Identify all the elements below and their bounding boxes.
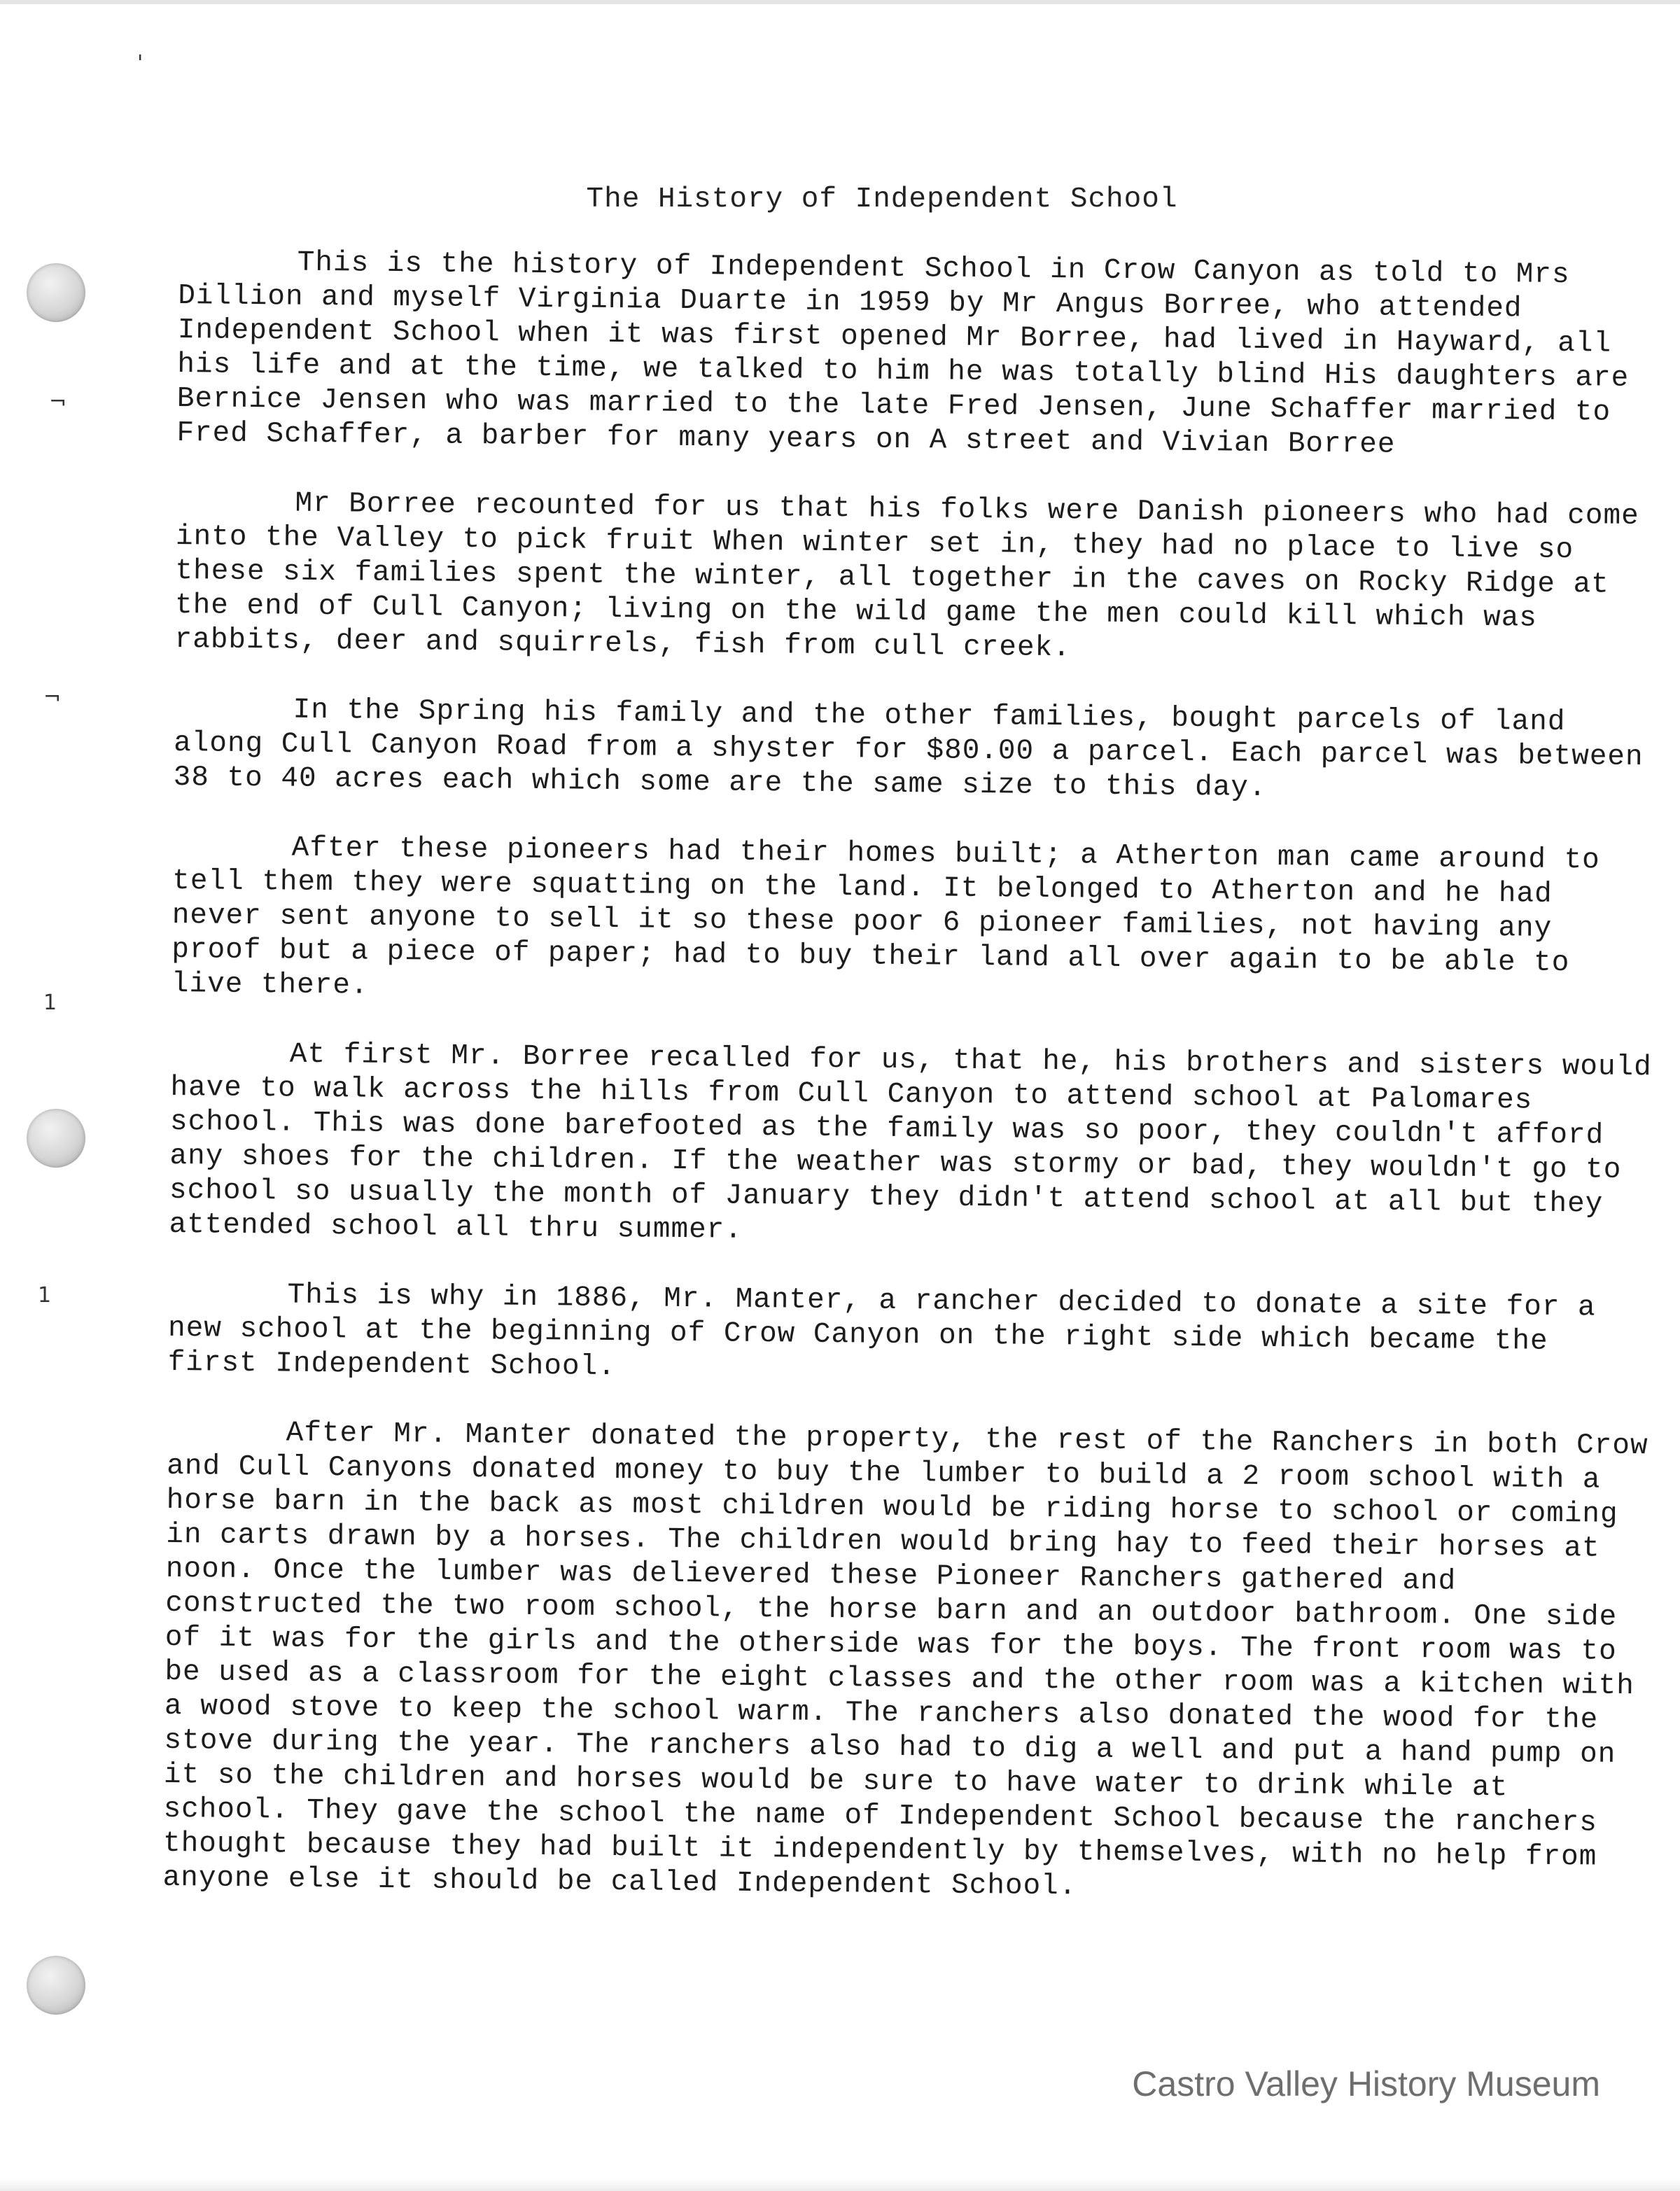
- margin-mark: ¬: [49, 390, 67, 414]
- margin-mark: 1: [43, 990, 57, 1015]
- paragraph-land-parcels: In the Spring his family and the other families, bought parcels of land along Cull Canyon Road from a shyster for $80.00 a parcel. Each parcel was between 38 to 40 acres each which some are the same size to this day.: [173, 694, 1644, 804]
- paragraph-intro: This is the history of Independent School in Crow Canyon as told to Mrs Dillion and myself Virginia Duarte in 1959 by Mr Angus Borree, who attended Independent School when it was first opened Mr Borree, had lived in Hayward, all his life and at the time, we talked to him he was totally blind His daughters are Bernice Jensen who was married to the late Fred Jensen, June Schaffer married to Fred Schaffer, a barber for many years on A street and Vivian Borree: [176, 246, 1630, 461]
- watermark-text: Castro Valley History Museum: [1132, 2064, 1600, 2104]
- paragraph-danish-pioneers: Mr Borree recounted for us that his folks were Danish pioneers who had come into the Valley to pick fruit When winter set in, they had no place to live so these six families spent the winter, all together in the caves on Rocky Ridge at the end of Cull Canyon; living on the wild game the men could kill which was rabbits, deer and squirrels, fish from cull creek.: [174, 487, 1639, 665]
- paragraph-atherton-claim: After these pioneers had their homes built; a Atherton man came around to tell them they were squatting on the land. It belonged to Atherton and he had never sent anyone to sell it so these poor 6 pioneer families, not having any proof but a piece of paper; had to buy their land all over again to be able to live there.: [171, 832, 1600, 1002]
- document-title: The History of Independent School: [586, 183, 1178, 216]
- paragraph-manter-donation: This is why in 1886, Mr. Manter, a rancher decided to donate a site for a new school at the beginning of Crow Canyon on the right side which became the first Independent School.: [167, 1279, 1596, 1384]
- page-bottom-edge: [0, 2178, 1680, 2191]
- margin-mark: 1: [38, 1283, 52, 1308]
- paragraph-palomares-school: At first Mr. Borree recalled for us, that he, his brothers and sisters would have to walk across the hills from Cull Canyon to attend school at Palomares school. This was done barefooted as the family was so poor, they couldn't afford any shoes for the children. If the weather was stormy or bad, they wouldn't go to school so usually the month of January they didn't attend school at all but they attended school all thru summer.: [169, 1038, 1652, 1247]
- punch-hole: [27, 1956, 85, 2015]
- margin-mark: ¬: [43, 685, 62, 710]
- page-top-edge: [0, 0, 1680, 4]
- margin-mark: ': [137, 51, 144, 76]
- punch-hole: [27, 263, 85, 322]
- punch-hole: [27, 1109, 85, 1168]
- document-body: [162, 245, 1662, 1945]
- paragraph-school-construction: After Mr. Manter donated the property, the rest of the Ranchers in both Crow and Cull Canyons donated money to buy the lumber to build a 2 room school with a horse barn in the back as most children would be riding horse to school or coming in carts drawn by a horses. The children would bring hay to feed their horses at noon. Once the lumber was delievered these Pioneer Ranchers gathered and constructed the two room school, the horse barn and an outdoor bathroom. One side of it was for the girls and the otherside was for the boys. The front room was to be used as a classroom for the eight classes and the other room was a kitchen with a wood stove to keep the school warm. The ranchers also donated the wood for the stove during the year. The ranchers also had to dig a well and put a hand pump on it so the children and horses would be sure to have water to drink while at school. They gave the school the name of Independent School because the ranchers thought because they had built it independently by themselves, with no help from anyone else it should be called Independent School.: [162, 1417, 1648, 1903]
